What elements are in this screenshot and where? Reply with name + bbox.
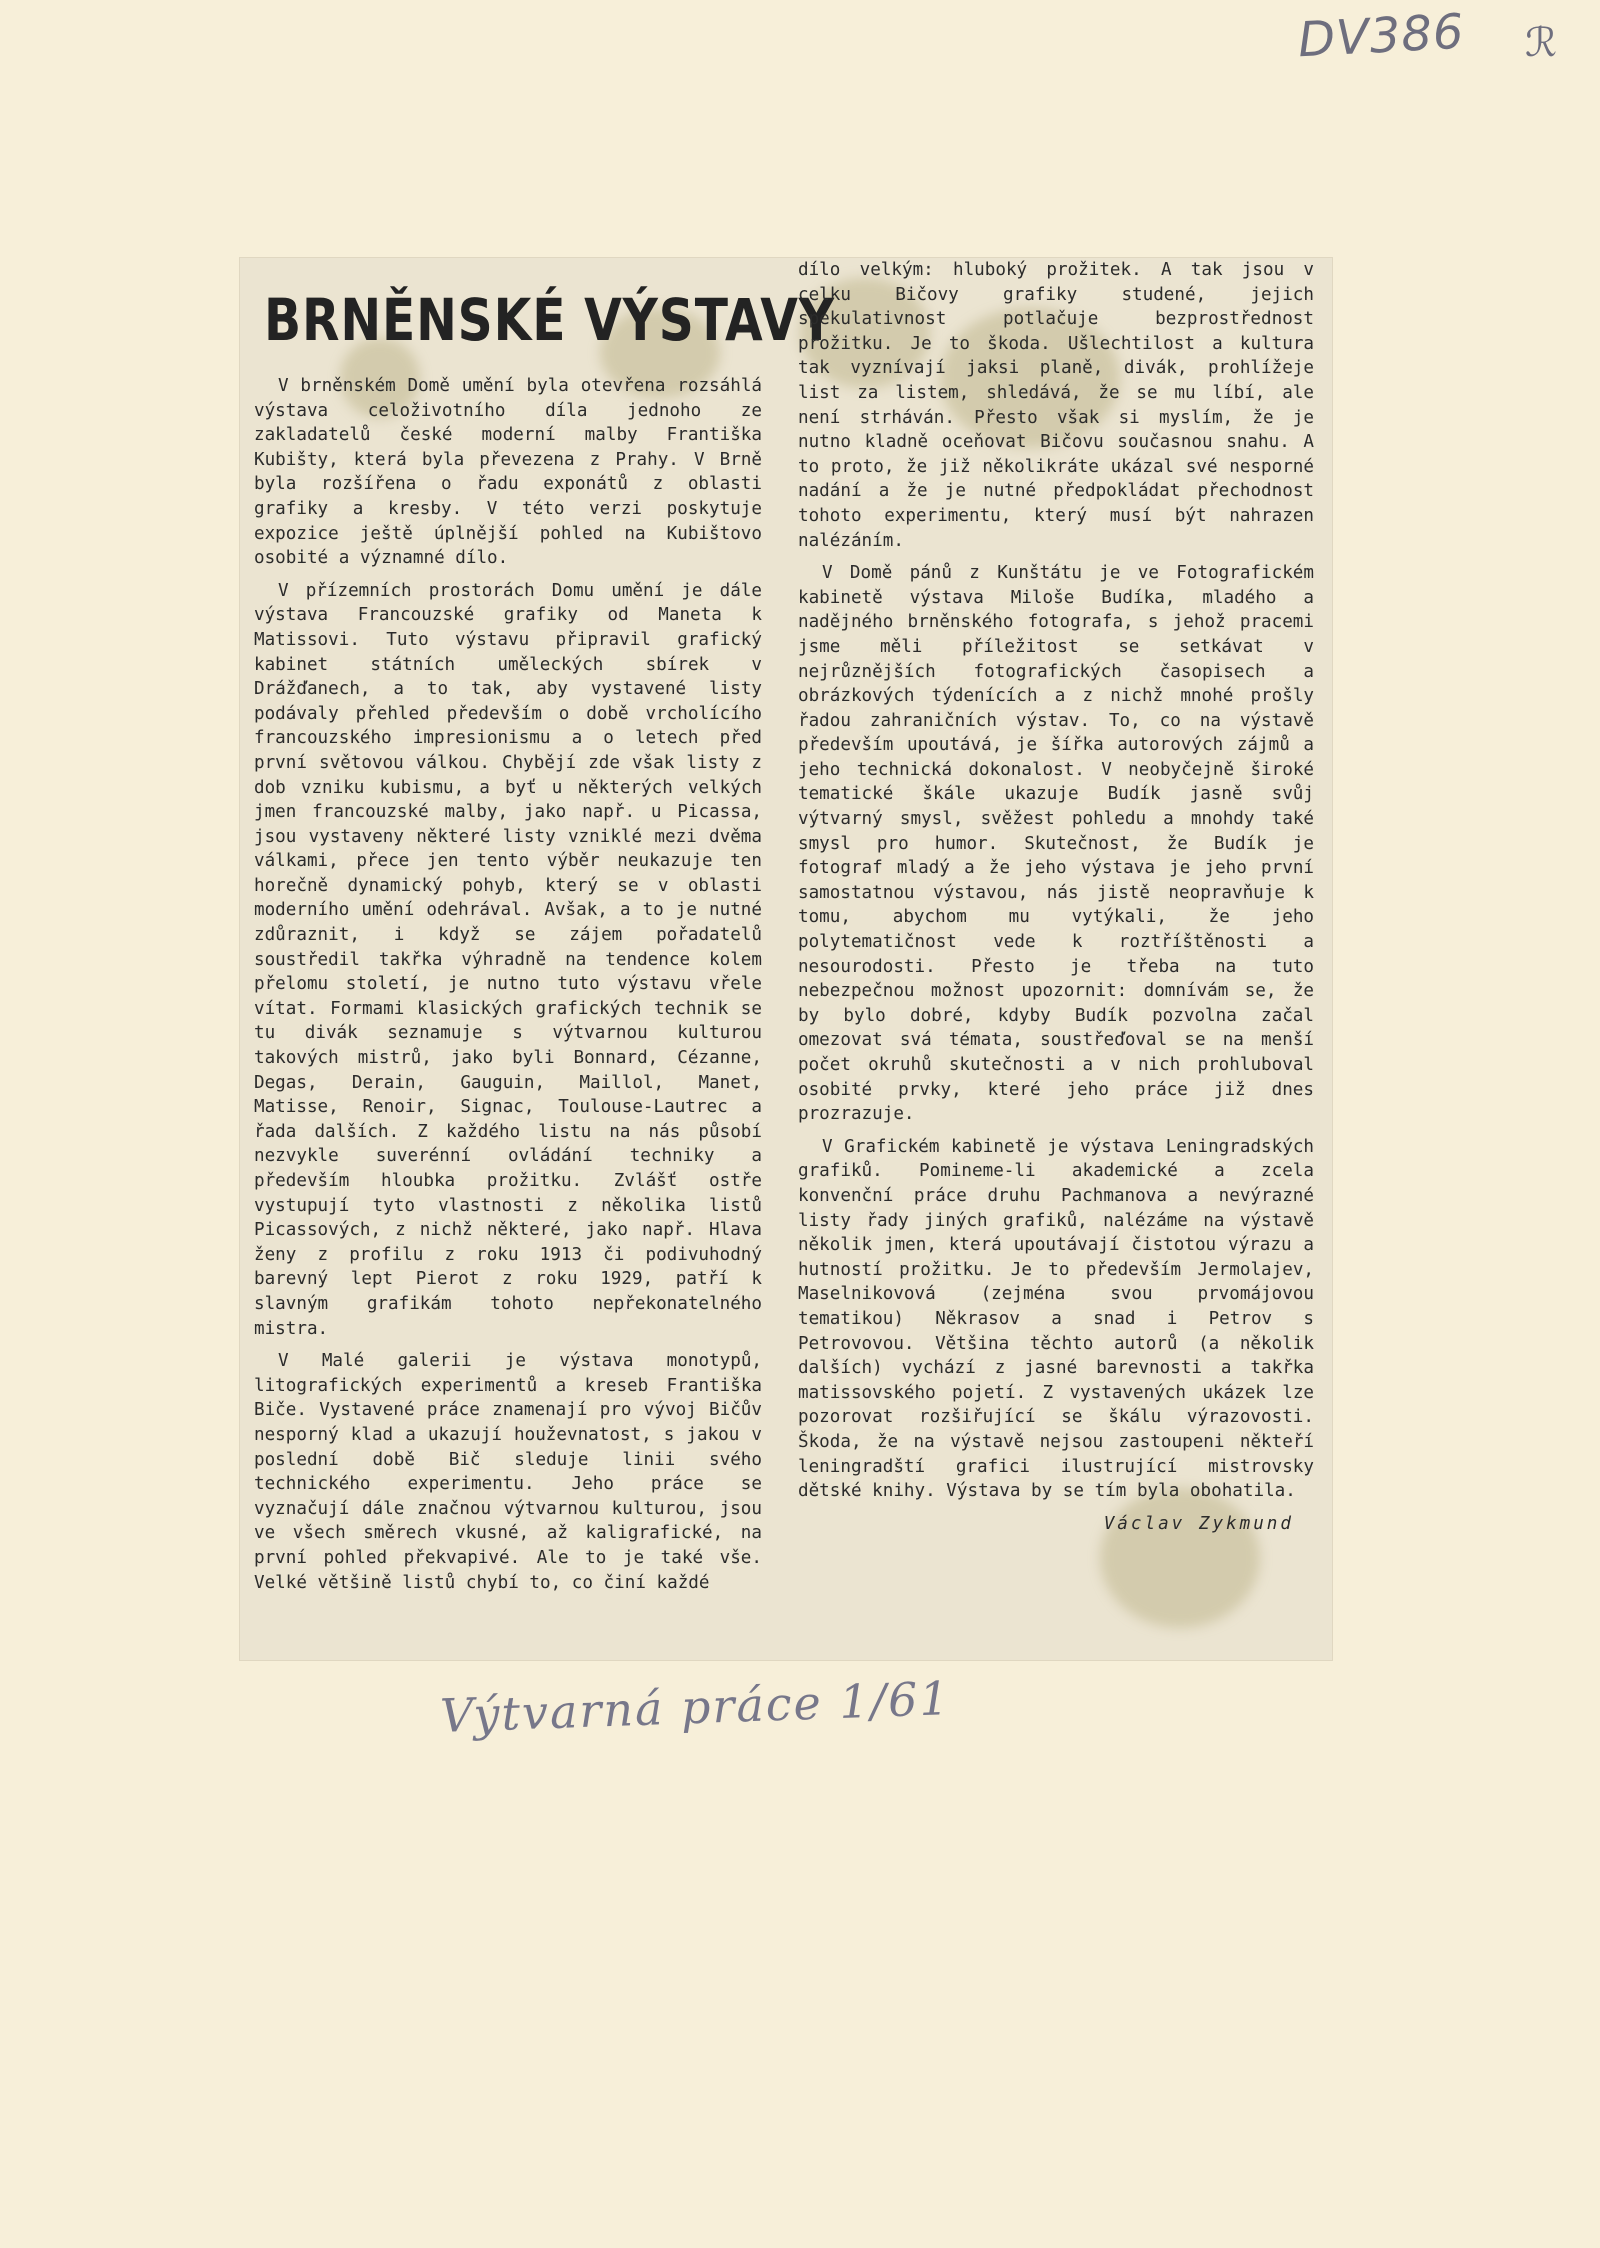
paragraph: dílo velkým: hluboký prožitek. A tak jsou v celku Bičovy grafiky studené, jejich spekulativnost potlačuje bezprostřednost prožitku. Je to škoda. Ušlechtilost a kultura tak vyznívají jaksi planě, divák, prohlížeje list za listem, shledává, že se mu líbí, ale není strháván. Přesto však si myslím, že je nutno kladně oceňovat Bičovu současnou snahu. A to proto, že již několikráte ukázal své nesporné nadání a že je nutné předpokládat přechodnost tohoto experimentu, který musí být nahrazen nalézáním. [798, 260, 1314, 551]
handwritten-source-note: Výtvarná práce 1/61 [439, 1671, 952, 1743]
paragraph: V Grafickém kabinetě je výstava Leningradských grafiků. Pomineme-li akademické a zcela konvenční práce druhu Pachmanova a nevýrazné listy řady jiných grafiků, nalézáme na výstavě několik jmen, která upoutávají čistotou výrazu a hutností prožitku. Je to především Jermolajev, Maselnikovová (zejména svou prvomájovou tematikou) Někrasov a snad i Petrov s Petrovovou. Většina těchto autorů (a několik dalších) vychází z jasné barevnosti a takřka matissovského pojetí. Z vystavených ukázek lze pozorovat rozšiřující se škálu výrazovosti. Škoda, že na výstavě nejsou zastoupeni někteří leningradští grafici ilustrující mistrovsky dětské knihy. Výstava by se tím byla obohatila. [798, 1136, 1314, 1502]
paragraph: V Malé galerii je výstava monotypů, litografických experimentů a kreseb Františka Biče. Vystavené práce znamenají pro vývoj Bičův nesporný klad a ukazují houževnatost, s jakou v poslední době Bič sleduje linii svého technického experimentu. Jeho práce se vyznačují dále značnou výtvarnou kulturou, jsou ve všech směrech vkusné, až kaligrafické, na první pohled překvapivé. Ale to je také vše. Velké většině listů chybí to, co činí každé [254, 1351, 762, 1593]
right-column [798, 258, 1314, 1536]
headline: BRNĚNSKÉ VÝSTAVY [264, 286, 835, 354]
archive-code: DV386 [1296, 3, 1466, 69]
paragraph: V Domě pánů z Kunštátu je ve Fotografickém kabinetě výstava Miloše Budíka, mladého a nadějného brněnského fotografa, s jehož pracemi jsme měli příležitost se setkávat v nejrůznějších fotografických časopisech a obrázkových týdenících a z nichž mnohé prošly řadou zahraničních výstav. To, co na výstavě především upoutává, je šířka autorových zájmů a jeho technická dokonalost. V neobyčejně široké tematické škále ukazuje Budík jasně svůj výtvarný smysl, svěžest pohledu a mnohdy také smysl pro humor. Skutečnost, že Budík je fotograf mladý a že jeho výstava je jeho první samostatnou výstavou, nás jistě neopravňuje k tomu, abychom mu vytýkali, že jeho polytematičnost vede k roztříštěnosti a nesourodosti. Přesto je třeba na tuto nebezpečnou možnost upozornit: domnívám se, že by bylo dobré, kdyby Budík pozvolna začal omezovat svá témata, soustřeďoval se na menší počet okruhů skutečnosti a v nich prohluboval osobité prvky, které jeho práce již dnes prozrazuje. [798, 563, 1314, 1125]
corner-mark: ℛ [1525, 20, 1557, 66]
paragraph: V přízemních prostorách Domu umění je dále výstava Francouzské grafiky od Maneta k Matissovi. Tuto výstavu připravil grafický kabinet státních uměleckých sbírek v Drážďanech, a to tak, aby vystavené listy podávaly přehled především o době vrcholícího francouzského impresionismu a o letech před první světovou válkou. Chybějí zde však listy z dob vzniku kubismu, a byť u některých velkých jmen francouzské malby, jako např. u Picassa, jsou vystaveny některé listy vzniklé mezi dvěma válkami, přece jen tento výběr neukazuje ten horečně dynamický pohyb, který se v oblasti moderního umění odehrával. Avšak, a to je nutné zdůraznit, i když se zájem pořadatelů soustředil takřka výhradně na tendence kolem přelomu století, je nutno tuto výstavu vřele vítat. Formami klasických grafických technik se tu divák seznamuje s výtvarnou kulturou takových mistrů, jako byli Bonnard, Cézanne, Degas, Derain, Gauguin, Maillol, Manet, Matisse, Renoir, Signac, Toulouse-Lautrec a řada dalších. Z každého listu na nás působí nezvykle suverénní ovládání techniky a především hloubka prožitku. Zvlášť ostře vystupují tyto vlastnosti z několika listů Picassových, z nichž některé, jako např. Hlava ženy z profilu z roku 1913 či podivuhodný barevný lept Pierot z roku 1929, patří k slavným grafikám tohoto nepřekonatelného mistra. [254, 580, 762, 1339]
author-signature: Václav Zykmund [1103, 1513, 1294, 1534]
paragraph: V brněnském Domě umění byla otevřena rozsáhlá výstava celoživotního díla jednoho ze zakladatelů české moderní malby Františka Kubišty, která byla převezena z Prahy. V Brně byla rozšířena o řadu exponátů z oblasti grafiky a kresby. V této verzi poskytuje expozice ještě úplnější pohled na Kubištovo osobité a významné dílo. [254, 376, 762, 569]
newspaper-clipping [240, 258, 1332, 1660]
left-column [254, 258, 835, 1603]
